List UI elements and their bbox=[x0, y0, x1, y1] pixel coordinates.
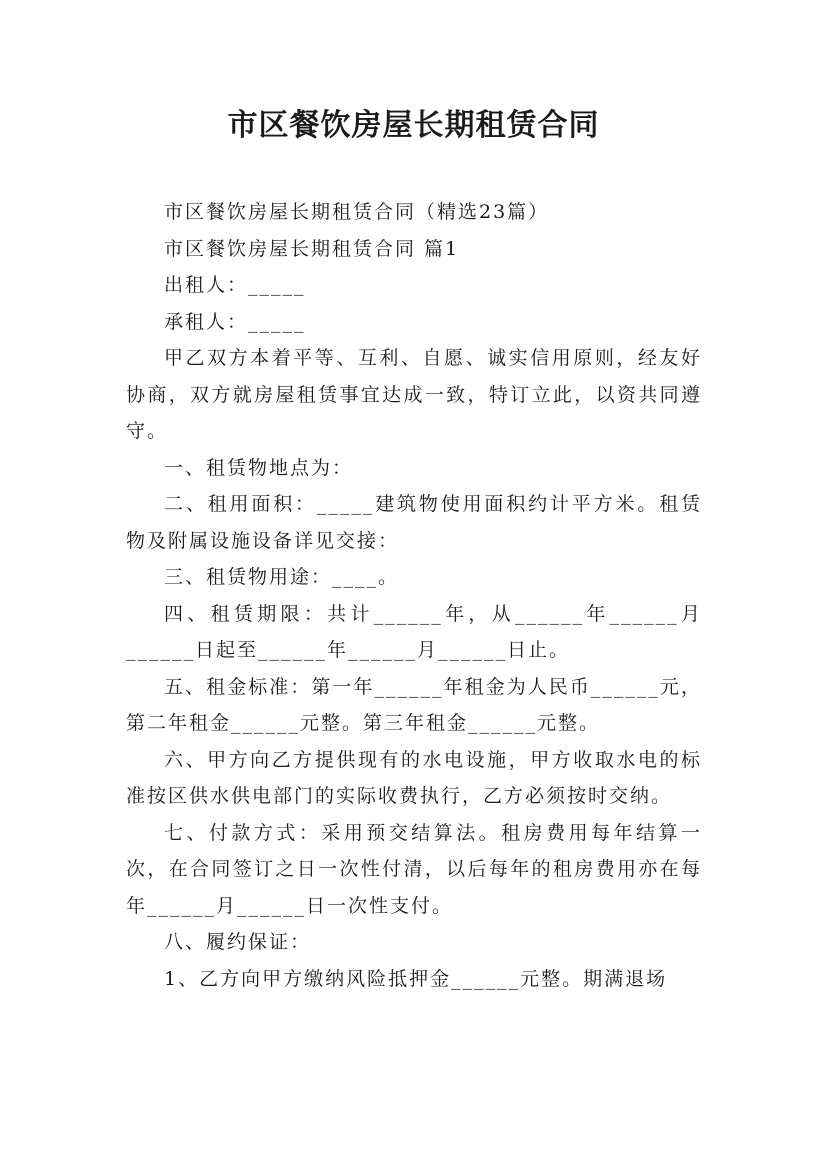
paragraph: 八、履约保证： bbox=[164, 931, 312, 953]
paragraph: 二、租用面积：_____建筑物使用面积约计平方米。租赁物及附属设施设备详见交接： bbox=[126, 493, 702, 552]
paragraph: 四、租赁期限：共计______年，从______年______月______日起至______年______月______日止。 bbox=[126, 602, 702, 661]
document-title: 市区餐饮房屋长期租赁合同 bbox=[227, 108, 600, 143]
paragraph: 市区餐饮房屋长期租赁合同（精选23篇） bbox=[164, 201, 550, 223]
paragraph: 1、乙方向甲方缴纳风险抵押金______元整。期满退场 bbox=[164, 967, 668, 990]
paragraph: 六、甲方向乙方提供现有的水电设施，甲方收取水电的标准按区供水供电部门的实际收费执行，乙方必须按时交纳。 bbox=[126, 748, 702, 807]
document-body bbox=[126, 194, 702, 997]
paragraph: 一、租赁物地点为： bbox=[164, 456, 354, 479]
paragraph: 市区餐饮房屋长期租赁合同 篇1 bbox=[164, 237, 460, 260]
paragraph: 五、租金标准：第一年______年租金为人民币______元，第二年租金______元整。第三年租金______元整。 bbox=[126, 675, 702, 734]
paragraph: 承租人：_____ bbox=[164, 310, 306, 333]
paragraph: 三、租赁物用途：____。 bbox=[164, 566, 400, 588]
paragraph: 出租人：_____ bbox=[164, 274, 306, 296]
paragraph: 甲乙双方本着平等、互利、自愿、诚实信用原则，经友好协商，双方就房屋租赁事宜达成一致，特订立此，以资共同遵守。 bbox=[126, 347, 702, 442]
paragraph: 七、付款方式：采用预交结算法。租房费用每年结算一次，在合同签订之日一次性付清，以后每年的租房费用亦在每年______月______日一次性支付。 bbox=[126, 821, 702, 917]
